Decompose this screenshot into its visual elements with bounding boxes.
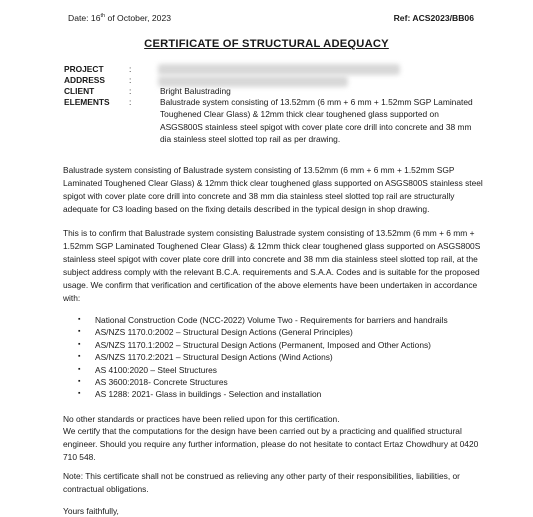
project-redacted <box>158 64 400 75</box>
document-title: CERTIFICATE OF STRUCTURAL ADEQUACY <box>144 38 389 50</box>
note-paragraph: Note: This certificate shall not be construed as relieving any other party of their responsibilities, liabilities, or contractual obligations. <box>63 471 460 494</box>
client-colon: : <box>129 86 132 96</box>
standards-list <box>64 314 448 401</box>
project-colon: : <box>129 64 132 74</box>
elements-line: ASGS800S stainless steel spigot with cover plate core drill into concrete and 38 mm <box>160 121 472 132</box>
elements-line: Toughened Clear Glass) & 12mm thick clear toughened glass supported on <box>160 109 439 120</box>
engineer-certify-paragraph: We certify that the computations for the design have been carried out by a practicing and qualified structural engineer. Should you require any further information, please do not hesitate to contact Ertaz Chowdhury at 0420 710 548. <box>63 426 479 462</box>
elements-line: Balustrade system consisting of 13.52mm (6 mm + 6 mm + 1.52mm SGP Laminated <box>160 97 473 107</box>
standard-item: ▪ AS/NZS 1170.2:2021 – Structural Design Actions (Wind Actions) <box>64 351 448 363</box>
address-label: ADDRESS <box>64 75 105 85</box>
date-text: Date: 16 <box>68 13 101 23</box>
standard-item: ▪ AS/NZS 1170.1:2002 – Structural Design Actions (Permanent, Imposed and Other Actions) <box>64 339 448 351</box>
standard-item: ▪ AS 3600:2018- Concrete Structures <box>64 376 448 388</box>
adequacy-paragraph: Balustrade system consisting of Balustrade system consisting of 13.52mm (6 mm + 6 mm + 1.52mm SGP Laminated Toughened Clear Glass) & 12mm thick clear toughened glass supported on ASGS800S stainless steel spigot with cover plate core drill into concrete and 38 mm dia stainless steel slotted top rail are structurally adequate for C3 loading based on the fixing details described in the typical design in shop drawing. <box>63 165 483 214</box>
reference-number: Ref: ACS2023/BB06 <box>393 13 474 23</box>
confirmation-paragraph: This is to confirm that Balustrade system consisting Balustrade system consisting of 13.52mm (6 mm + 6 mm + 1.52mm SGP Laminated Toughened Clear Glass) & 12mm thick clear toughened glass supported on ASGS800S stainless steel spigot with cover plate core drill into concrete and 38 mm dia stainless steel slotted top rail, at the subject address comply with the relevant B.C.A. requirements and S.A.A. Codes and is suitable for the proposed usage. We confirm that verification and certification of the above elements have been undertaken in accordance with: <box>63 228 481 303</box>
standard-item: ▪ AS 4100:2020 – Steel Structures <box>64 364 448 376</box>
elements-label: ELEMENTS <box>64 97 110 107</box>
standard-item: ▪ AS/NZS 1170.0:2002 – Structural Design Actions (General Principles) <box>64 326 448 338</box>
elements-line: dia stainless steel slotted top rail as per drawing. <box>160 134 341 145</box>
standard-item: ▪ AS 1288: 2021- Glass in buildings - Selection and installation <box>64 388 448 400</box>
client-value: Bright Balustrading <box>160 86 231 96</box>
elements-colon: : <box>129 97 132 107</box>
elements-description <box>160 96 473 146</box>
date-month-year: of October, 2023 <box>105 13 172 23</box>
date-ordinal: th <box>100 13 106 20</box>
no-other-standards-line: No other standards or practices have been relied upon for this certification. <box>63 414 340 424</box>
address-colon: : <box>129 75 132 85</box>
date-line <box>68 13 171 23</box>
client-label: CLIENT <box>64 86 95 96</box>
closing-salutation: Yours faithfully, <box>63 506 119 516</box>
standard-item: ▪ National Construction Code (NCC-2022) Volume Two - Requirements for barriers and handrails <box>64 314 448 326</box>
project-label: PROJECT <box>64 64 104 74</box>
